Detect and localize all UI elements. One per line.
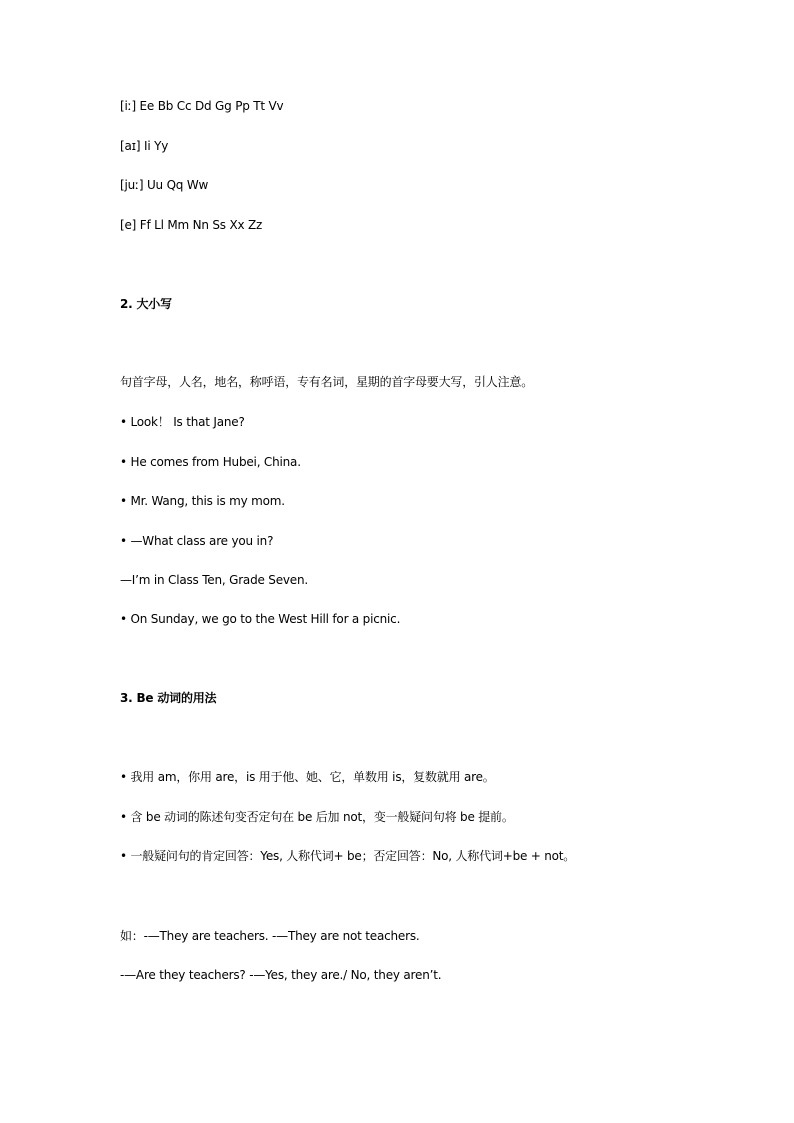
phonetic-line: [e] Ff Ll Mm Nn Ss Xx Zz [120,218,263,232]
phonetic-line: [iː] Ee Bb Cc Dd Gg Pp Tt Vv [120,99,284,113]
example-line: • —What class are you in? [120,534,274,548]
section-heading-capitalization: 2. 大小写 [120,297,172,311]
section-heading-be-verb: 3. Be 动词的用法 [120,691,217,705]
example-line: • He comes from Hubei, China. [120,455,301,469]
be-verb-example: 如：-—They are teachers. -—They are not teachers. [120,929,420,943]
example-line: • Mr. Wang, this is my mom. [120,494,285,508]
be-verb-rule: • 含 be 动词的陈述句变否定句在 be 后加 not，变一般疑问句将 be 提前。 [120,810,514,824]
example-line: • On Sunday, we go to the West Hill for a picnic. [120,612,401,626]
capitalization-rule: 句首字母，人名，地名，称呼语，专有名词，星期的首字母要大写，引人注意。 [120,375,534,389]
example-line: • Look！ Is that Jane? [120,415,245,429]
be-verb-example: -—Are they teachers? -—Yes, they are./ No, they aren’t. [120,968,442,982]
phonetic-line: [juː] Uu Qq Ww [120,178,209,192]
example-line: —I’m in Class Ten, Grade Seven. [120,573,309,587]
phonetic-line: [aɪ] Ii Yy [120,139,169,153]
be-verb-rule: • 一般疑问句的肯定回答：Yes, 人称代词+ be；否定回答：No, 人称代词+be + not。 [120,849,576,863]
be-verb-rule: • 我用 am，你用 are，is 用于他、她、它，单数用 is，复数就用 are。 [120,770,495,784]
